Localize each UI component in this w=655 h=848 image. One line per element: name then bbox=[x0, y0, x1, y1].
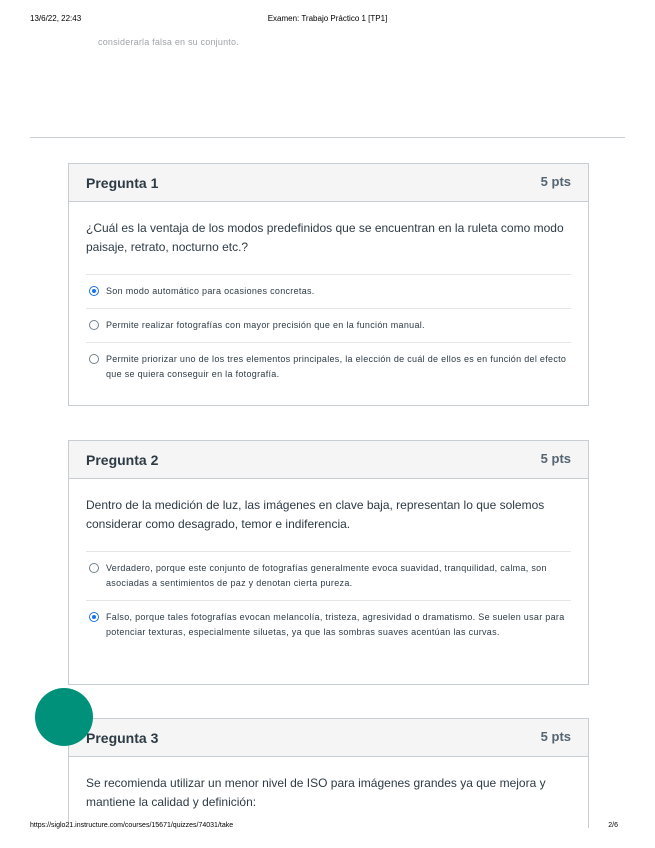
question-title: Pregunta 1 bbox=[86, 175, 159, 191]
print-date: 13/6/22, 22:43 bbox=[30, 14, 82, 23]
answer-option[interactable] bbox=[86, 309, 571, 343]
print-title: Examen: Trabajo Práctico 1 [TP1] bbox=[267, 14, 388, 23]
radio-button[interactable] bbox=[89, 563, 99, 573]
question-1 bbox=[68, 163, 589, 406]
question-points: 5 pts bbox=[540, 451, 571, 466]
answer-label: Permite realizar fotografías con mayor precisión que en la función manual. bbox=[106, 320, 425, 330]
question-2 bbox=[68, 440, 589, 685]
question-header bbox=[69, 441, 588, 479]
section-divider bbox=[30, 137, 625, 138]
answer-label: Son modo automático para ocasiones concretas. bbox=[106, 286, 315, 296]
question-title: Pregunta 2 bbox=[86, 452, 159, 468]
print-footer bbox=[0, 822, 655, 834]
question-text: ¿Cuál es la ventaja de los modos predefinidos que se encuentran en la ruleta como modo paisaje, retrato, nocturno etc.? bbox=[86, 219, 571, 275]
question-body bbox=[69, 479, 588, 649]
question-title: Pregunta 3 bbox=[86, 730, 159, 746]
answer-label: Falso, porque tales fotografías evocan melancolía, tristeza, agresividad o dramatismo. Se suelen usar para potenciar texturas, especialmente siluetas, ya que las sombras suaves acentúan las curvas. bbox=[106, 612, 565, 637]
question-text: Se recomienda utilizar un menor nivel de ISO para imágenes grandes ya que mejora y mantiene la calidad y definición: bbox=[86, 776, 546, 809]
previous-answer-fragment: considerarla falsa en su conjunto. bbox=[98, 37, 239, 47]
print-url: https://siglo21.instructure.com/courses/15671/quizzes/74031/take bbox=[30, 822, 234, 829]
floating-action-button[interactable] bbox=[35, 688, 93, 746]
radio-button-checked[interactable] bbox=[89, 612, 99, 622]
question-3 bbox=[68, 718, 589, 828]
answer-option[interactable] bbox=[86, 601, 571, 649]
radio-button-checked[interactable] bbox=[89, 286, 99, 296]
question-header bbox=[69, 719, 588, 757]
page-number: 2/6 bbox=[608, 822, 618, 829]
question-body bbox=[69, 202, 588, 391]
answer-label: Verdadero, porque este conjunto de fotografías generalmente evoca suavidad, tranquilidad, calma, son asociadas a sentimientos de paz y denotan cierta pureza. bbox=[106, 563, 547, 588]
radio-button[interactable] bbox=[89, 320, 99, 330]
answer-option[interactable] bbox=[86, 552, 571, 601]
question-body bbox=[69, 757, 588, 829]
question-points: 5 pts bbox=[540, 174, 571, 189]
question-points: 5 pts bbox=[540, 729, 571, 744]
answer-option[interactable] bbox=[86, 343, 571, 391]
print-header bbox=[0, 14, 655, 28]
question-header bbox=[69, 164, 588, 202]
answer-list bbox=[86, 275, 571, 391]
answer-option[interactable] bbox=[86, 275, 571, 309]
radio-button[interactable] bbox=[89, 354, 99, 364]
question-text: Dentro de la medición de luz, las imágenes en clave baja, representan lo que solemos considerar como desagrado, temor e indiferencia. bbox=[86, 496, 571, 552]
answer-list bbox=[86, 552, 571, 649]
answer-label: Permite priorizar uno de los tres elementos principales, la elección de cuál de ellos es en función del efecto que se quiera conseguir en la fotografía. bbox=[106, 354, 567, 379]
